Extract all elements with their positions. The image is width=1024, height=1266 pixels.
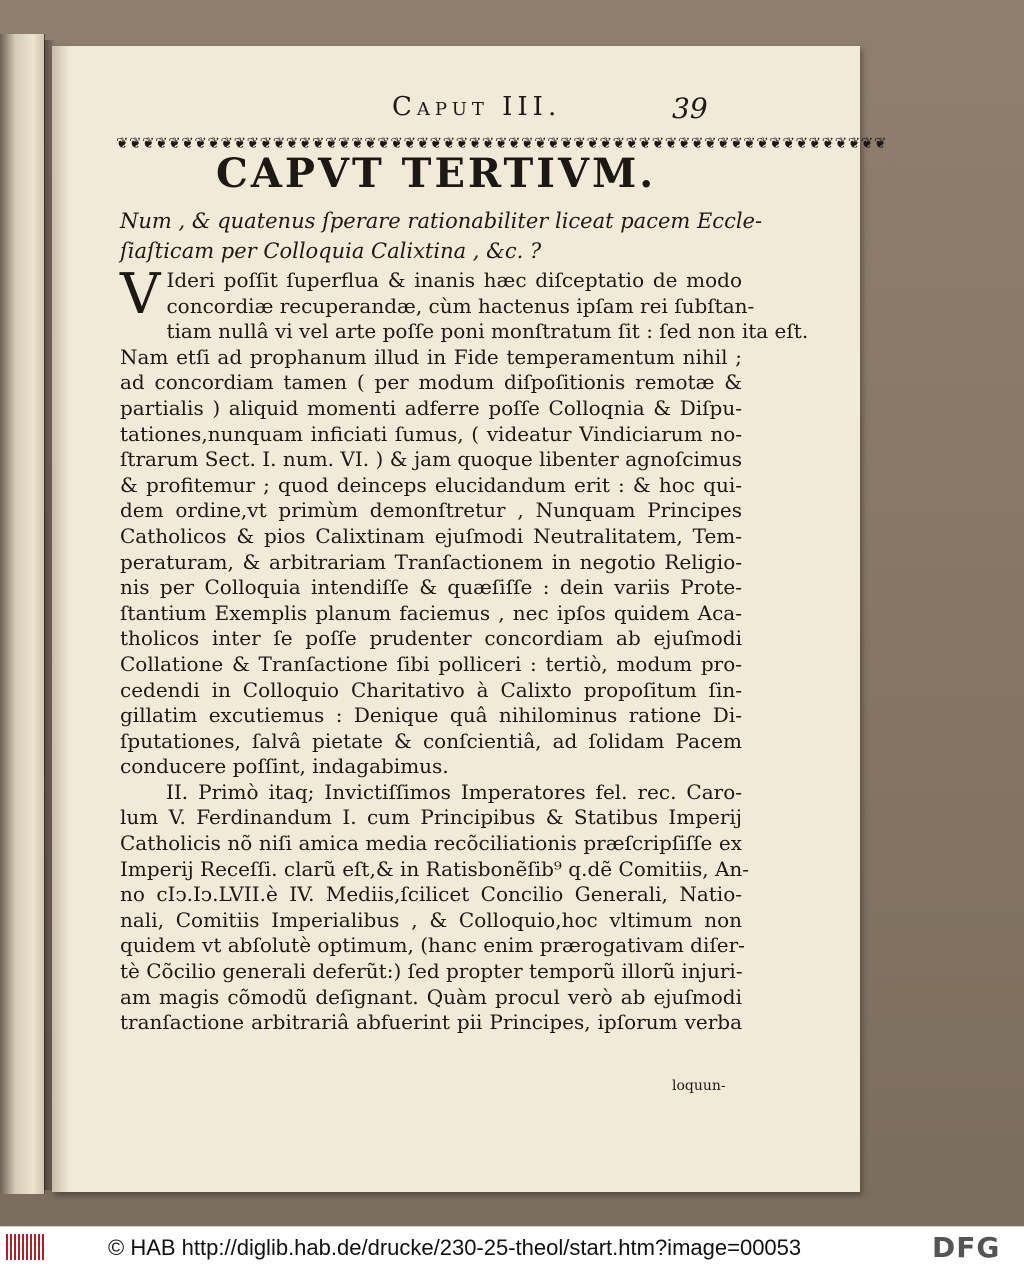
text-line: conducere poſſint, indagabimus. <box>120 754 449 779</box>
subtitle-line: Num , & quatenus ſperare rationabiliter liceat pacem Eccle- <box>120 209 763 233</box>
text-line: dem ordine,vt primùm demonſtretur , Nunquam Principes <box>120 498 742 523</box>
drop-cap: V <box>120 262 161 327</box>
catchword: loquun- <box>672 1078 726 1094</box>
text-line: nis per Colloquia intendiſſe & quæſiſſe : dein variis Prote- <box>120 575 742 600</box>
paragraph-1 <box>120 262 809 780</box>
previous-leaf-edge <box>0 34 45 1194</box>
text-line: am magis cõmodũ deſignant. Quàm procul verò ab ejuſmodi <box>120 984 742 1009</box>
text-line: quidem vt abſolutè optimum, (hanc enim prærogativam diſer- <box>120 933 745 958</box>
text-line: Catholicos & pios Calixtinam ejuſmodi Neutralitatem, Tem- <box>120 523 742 548</box>
ornament-band: ❦❦❦❦❦❦❦❦❦❦❦❦❦❦❦❦❦❦❦❦❦❦❦❦❦❦❦❦❦❦❦❦❦❦❦❦❦❦❦❦❦❦❦❦❦❦❦❦❦❦❦❦❦❦❦❦❦❦❦ <box>116 134 888 152</box>
text-line: Catholicis nõ niſi amica media recõciliationis præſcripſiſſe ex <box>120 831 742 856</box>
text-line: tè Cõcilio generali deferũt:) ſed propter temporũ illorũ injuri- <box>120 959 743 984</box>
text-line: ſtrarum Sect. I. num. VI. ) & jam quoque libenter agnoſcimus <box>120 447 742 472</box>
page-number: 39 <box>672 92 708 125</box>
hab-logo-icon <box>6 1234 46 1260</box>
book-page <box>52 46 888 1192</box>
text-line: & profitemur ; quod deinceps elucidandum erit : & hoc qui- <box>120 472 742 497</box>
text-line: II. Primò itaq; Invictiſſimos Imperatores fel. rec. Caro- <box>166 779 742 804</box>
text-line: Nam etſi ad prophanum illud in Fide temperamentum nihil ; <box>120 344 742 369</box>
text-line: ſputationes, ſalvâ pietate & conſcientiâ, ad ſolidam Pacem <box>120 728 742 753</box>
text-line: tholicos inter ſe poſſe prudenter concordiam ab ejuſmodi <box>120 626 742 651</box>
body-text <box>120 262 809 1036</box>
text-line: no cIↄ.Iↄ.LVII.è IV. Mediis,ſcilicet Concilio Generali, Natio- <box>120 882 742 907</box>
text-line: Imperij Receſſi. clarũ eſt,& in Ratisbonẽſib⁹ q.dẽ Comitiis, An- <box>120 856 750 881</box>
text-line: partialis ) aliquid momenti adferre poſſe Colloqnia & Diſpu- <box>120 395 742 420</box>
text-line: gillatim excutiemus : Denique quâ nihilominus ratione Di- <box>120 703 742 728</box>
text-line: ad concordiam tamen ( per modum diſpoſitionis remotæ & <box>120 370 742 395</box>
dfg-logo: DFG <box>932 1231 1001 1264</box>
text-line: tranſactione arbitrariâ abfuerint pii Principes, ipſorum verba <box>120 1010 742 1035</box>
text-line: ſtantium Exemplis planum faciemus , nec ipſos quidem Aca- <box>120 600 742 625</box>
running-head: Caput III. <box>392 92 562 122</box>
text-line: tationes,nunquam inficiati ſumus, ( videatur Vindiciarum no- <box>120 421 742 446</box>
copyright-url[interactable]: © HAB http://diglib.hab.de/drucke/230-25-theol/start.htm?image=00053 <box>108 1235 802 1260</box>
text-line: Ideri poſſit ſuperflua & inanis hæc diſceptatio de modo <box>166 268 742 292</box>
text-line: cedendi in Colloquio Charitativo à Calixto propoſitum ſin- <box>120 677 742 702</box>
chapter-subtitle <box>120 206 763 266</box>
text-line: peraturam, & arbitrariam Tranſactionem in negotio Religio- <box>120 549 742 574</box>
text-line: nali, Comitiis Imperialibus , & Colloquio,hoc vltimum non <box>120 907 742 932</box>
text-line: concordiæ recuperandæ, cùm hactenus ipſam rei ſubſtan- <box>166 293 755 318</box>
text-line: lum V. Ferdinandum I. cum Principibus & Statibus Imperij <box>120 805 742 830</box>
footer-bar <box>0 1226 1024 1266</box>
paragraph-2 <box>120 779 750 1036</box>
subtitle-line: ſiaſticam per Colloquia Calixtina , &c. ? <box>120 239 542 263</box>
text-line: Collatione & Tranſactione ſibi polliceri : tertiò, modum pro- <box>120 651 742 676</box>
text-line: tiam nullâ vi vel arte poſſe poni monſtratum ſit : ſed non ita eſt. <box>166 319 809 344</box>
chapter-title: CAPVT TERTIVM. <box>216 150 657 197</box>
